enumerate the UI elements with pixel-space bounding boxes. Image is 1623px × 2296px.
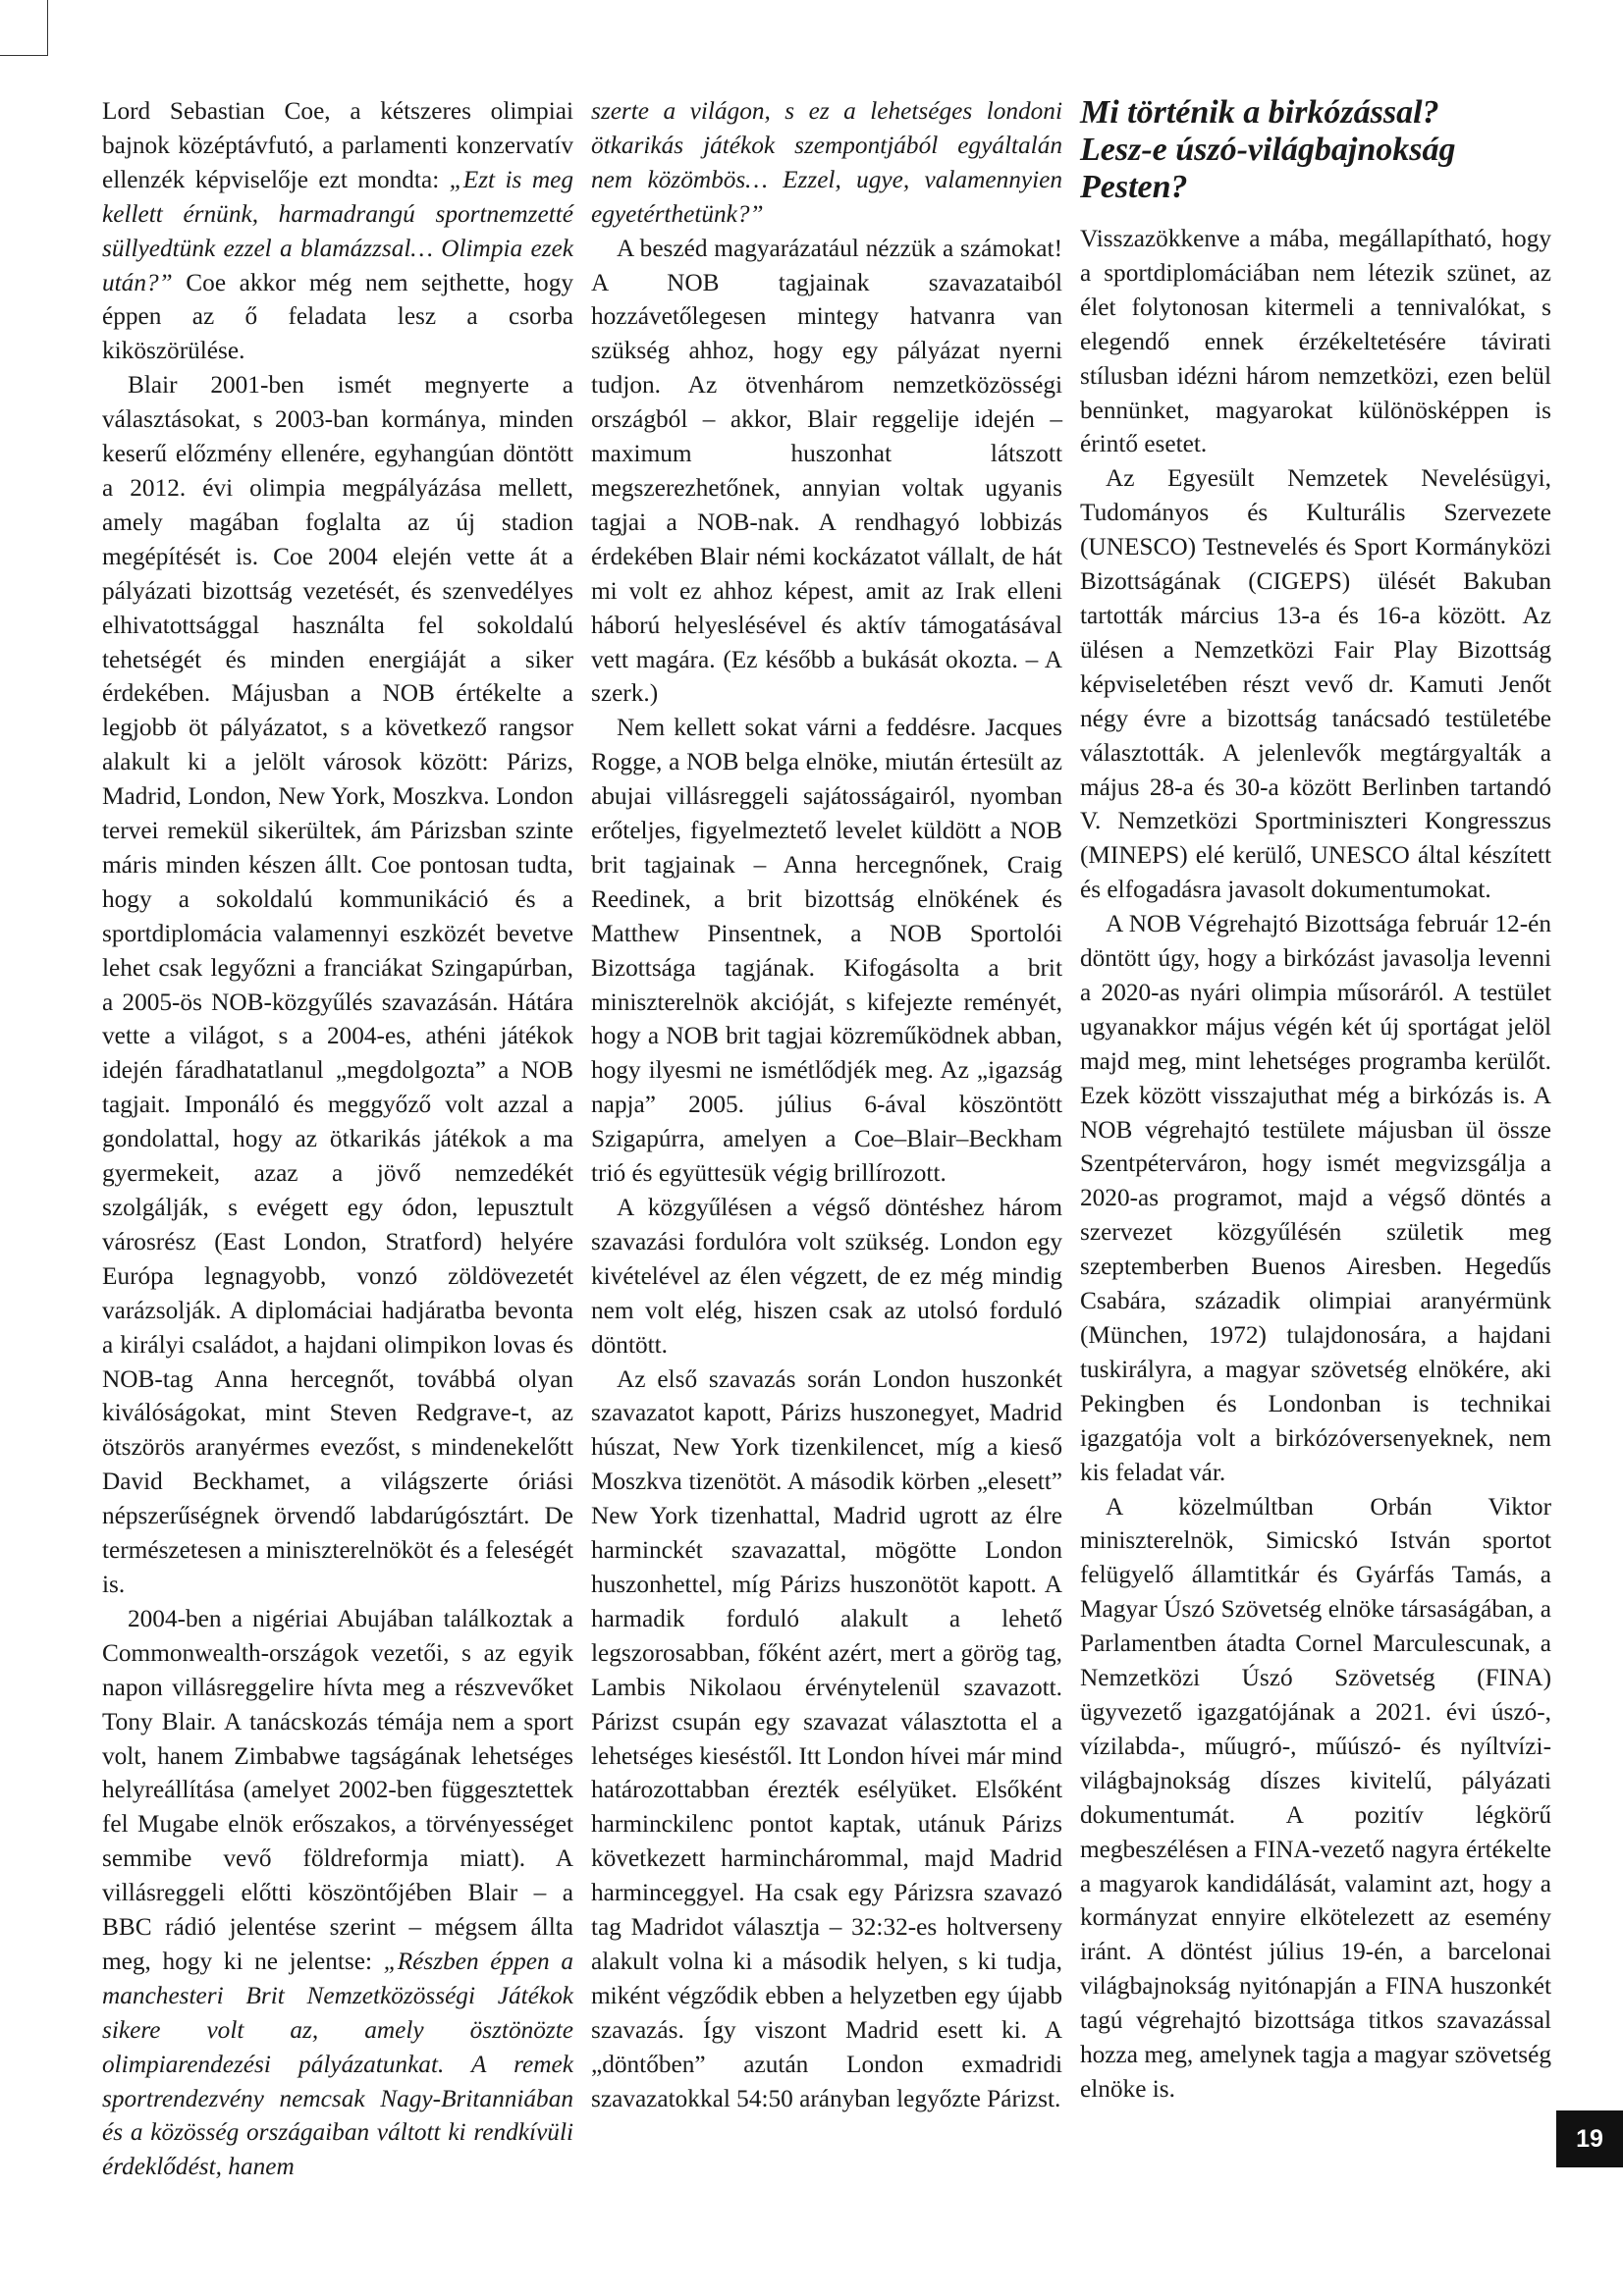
section-headline xyxy=(1080,94,1551,206)
paragraph: Az első szavazás során London huszonkét szavazatot kapott, Párizs huszonegyet, Madrid húszat, New York tizenkilencet, míg a kieső Moszkva tizenötöt. A második körben „elesett” New York tizenhattal, Madrid ugrott az élre harminckét szavazattal, mögötte London huszonhettel, míg Párizs huszonötöt kapott. A harmadik forduló alakult a lehető legszorosabban, főként azért, mert a görög tag, Lambis Nikolaou érvénytelenül szavazott. Párizst csupán egy szavazat választotta el a lehetséges kieséstől. Itt London hívei már mind határozottabban érezték esélyüket. Elsőként harminckilenc pontot kaptak, utánuk Párizs következett harminchárommal, majd Madrid harminceggyel. Ha csak egy Párizsra szavazó tag Madridot választja – 32:32-es holtverseny alakult volna ki a második helyen, s ki tudja, miként végződik ebben a helyzetben egy újabb szavazás. Így viszont Madrid esett ki. A „döntőben” azután London exmadridi szavazatokkal 54:50 arányban legyőzte Párizst. xyxy=(591,1364,1062,2112)
paragraph-text: 2004-ben a nigériai Abujában találkoztak a Commonwealth-országok vezetői, s az egyik napon villásreggelire hívta meg a részvevőket Tony Blair. A tanácskozás témája nem a sport volt, hanem Zimbabwe tagságának lehetséges helyreállítása (amelyet 2002-ben függesztettek fel Mugabe elnök erőszakos, a törvényességet semmibe vevő földreformja miatt). A villásreggeli előtti köszöntőjében Blair – a BBC rádió jelentése szerint – mégsem állta meg, hogy ki ne jelentse: xyxy=(102,1604,573,1975)
quote-continuation: szerte a világon, s ez a lehetséges londoni ötkarikás játékok szempontjából egyáltalán nem közömbös… Ezzel, ugye, valamennyien egyetérthetünk?” xyxy=(591,97,1062,228)
paragraph xyxy=(102,94,573,368)
paragraph: A közelmúltban Orbán Viktor miniszterelnök, Simicskó István sportot felügyelő államtitkár és Gyárfás Tamás, a Magyar Úszó Szövetség elnöke társaságában, a Parlamentben átadta Cornel Marculescunak, a Nemzetközi Úszó Szövetség (FINA) ügyvezető igazgatójának a 2021. évi úszó-, vízilabda-, műugró-, műúszó- és nyíltvízi-világbajnokság díszes kivitelű, pályázati dokumentumát. A pozitív légkörű megbeszélésen a FINA-vezető nagyra értékelte a magyarok kandidálását, valamint azt, hogy a kormányzat ennyire elkötelezett az esemény iránt. A döntést július 19-én, a barcelonai világbajnokság nyitónapján a FINA huszonkét tagú végrehajtó bizottsága titkos szavazással hozza meg, amelynek tagja a magyar szövetség elnöke is. xyxy=(1080,1492,1551,2103)
quote: „Ezt is meg kellett érnünk, harmadrangú sportnemzetté süllyedtünk ezzel a blamázzsal… Olimpia ezek után?” xyxy=(102,165,573,296)
paragraph: Visszazökkenve a mába, megállapítható, hogy a sportdiplomáciában nem létezik szünet, az élet folytonosan kitermeli a tennivalókat, s elegendő ennek érzékeltetésére távirati stílusban idézni három nemzetközi, ezen belül bennünket, magyarokat különösképpen is érintő esetet. xyxy=(1080,225,1551,458)
text-column-1 xyxy=(102,94,573,2184)
paragraph: A beszéd magyarázatául nézzük a számokat! A NOB tagjainak szavazataiból hozzávetőlegesen mintegy hatvanra van szükség ahhoz, hogy egy pályázat nyerni tudjon. Az ötvenhárom nemzetközösségi országból – akkor, Blair reggelije idején – maximum huszonhat látszott megszerezhetőnek, annyian voltak ugyanis tagjai a NOB-nak. A rendhagyó lobbizás érdekében Blair némi kockázatot vállalt, de hát mi volt ez ahhoz képest, amit az Irak elleni háború helyeslésével és aktív támogatásával vett magára. (Ez később a bukását okozta. – A szerk.) xyxy=(591,234,1062,708)
quote: „Részben éppen a manchesteri Brit Nemzetközösségi Játékok sikere volt az, amely ösztönözte olimpiarendezési pályázatunkat. A remek sportrendezvény nemcsak Nagy-Britanniában és a közösség országaiban váltott ki rendkívüli érdeklődést, hanem xyxy=(102,1947,574,2181)
text-column-3 xyxy=(1080,94,1551,2107)
headline-line: Pesten? xyxy=(1080,169,1188,205)
paragraph-text: Lord Sebastian Coe, a kétszeres olimpiai bajnok középtávfutó, a parlamenti konzervatív ellenzék képviselője ezt mondta: xyxy=(102,97,573,193)
paragraph-text: Coe akkor még nem sejthette, hogy éppen az ő feladata lesz a csorba kiköszörülése. xyxy=(102,268,573,365)
paragraph: Nem kellett sokat várni a feddésre. Jacques Rogge, a NOB belga elnöke, miután értesült az abujai villásreggeli sajátosságairól, nyomban erőteljes, figyelmeztető levelet küldött a NOB brit tagjainak – Anna hercegnőnek, Craig Reedinek, a brit bizottság elnökének és Matthew Pinsentnek, a NOB Sportolói Bizottsága tagjának. Kifogásolta a brit miniszterelnök akcióját, s kifejezte reményét, hogy a NOB brit tagjai közreműködnek abban, hogy ilyesmi ne ismétlődjék meg. Az „igazság napja” 2005. július 6-ával köszöntött Szigapúrra, amelyen a Coe–Blair–Beckham trió és együttesük végig brillírozott. xyxy=(591,714,1062,1188)
paragraph: Az Egyesült Nemzetek Nevelésügyi, Tudományos és Kulturális Szervezete (UNESCO) Testnevelés és Sport Kormányközi Bizottságának (CIGEPS) ülését Bakuban tartották március 13-a és 16-a között. Az ülésen a Nemzetközi Fair Play Bizottság képviseletében részt vevő dr. Kamuti Jenőt négy évre a bizottság tanácsadó testületébe választották. A jelenlevők megtárgyalták a május 28-a és 30-a között Berlinben tartandó V. Nemzetközi Sportminiszteri Kongresszus (MINEPS) elé kerülő, UNESCO által készített és elfogadásra javasolt dokumentumokat. xyxy=(1080,464,1551,904)
paragraph: Blair 2001-ben ismét megnyerte a választásokat, s 2003-ban kormánya, minden keserű előzmény ellenére, egyhangúan döntött a 2012. évi olimpia megpályázása mellett, amely magában foglalta az új stadion megépítését is. Coe 2004 elején vette át a pályázati bizottság vezetését, és szenvedélyes elhivatottsággal használta fel sokoldalú tehetségét és minden energiáját a siker érdekében. Májusban a NOB értékelte a legjobb öt pályázatot, s a következő rangsor alakult ki a jelölt városok között: Párizs, Madrid, London, New York, Moszkva. London tervei remekül sikerültek, ám Párizsban szinte máris minden készen állt. Coe pontosan tudta, hogy a sokoldalú kommunikáció és a sportdiplomácia valamennyi eszközét bevetve lehet csak legyőzni a franciákat Szingapúrban, a 2005-ös NOB-közgyűlés szavazásán. Hátára vette a világot, s a 2004-es, athéni játékok idején fáradhatatlanul „megdolgozta” a NOB tagjait. Imponáló és meggyőző volt azzal a gondolattal, hogy az ötkarikás játékok a ma gyermekeit, azaz a jövő nemzedékét szolgálják, s evégett egy ódon, lepusztult városrész (East London, Stratford) helyére Európa legnagyobb, vonzó zöldövezetét varázsolják. A diplomáciai hadjáratba bevonta a királyi családot, a hajdani olimpikon lovas és NOB-tag Anna hercegnőt, továbbá olyan kiválóságokat, mint Steven Redgrave-t, az ötszörös aranyérmes evezőst, s mindenekelőtt David Beckhamet, a világszerte óriási népszerűségnek örvendő labdarúgósztárt. De természetesen a miniszterelnököt és a feleségét is. xyxy=(102,371,573,1598)
page-number: 19 xyxy=(1556,2110,1623,2167)
headline-line: Lesz-e úszó-világbajnokság xyxy=(1080,132,1456,168)
paragraph: A NOB Végrehajtó Bizottsága február 12-én döntött úgy, hogy a birkózást javasolja levenni a 2020-as nyári olimpia műsoráról. A testület ugyanakkor május végén két új sportágat jelöl majd meg, mint lehetséges programba kerülőt. Ezek között visszajuthat még a birkózás is. A NOB végrehajtó testülete májusban ül össze Szentpéterváron, hogy ismét megvizsgálja a 2020-as programot, majd a végső döntés a szervezet közgyűlésén születik meg szeptemberben Buenos Airesben. Hegedűs Csabára, századik olimpiai aranyérmünk (München, 1972) tulajdonosára, a hajdani tuskirályra, a magyar szövetség elnökére, aki Pekingben és Londonban is technikai igazgatója volt a birkózóversenyeknek, nem kis feladat vár. xyxy=(1080,910,1551,1486)
paragraph: A közgyűlésen a végső döntéshez három szavazási fordulóra volt szükség. London egy kivételével az élen végzett, de ez még mindig nem volt elég, hiszen csak az utolsó forduló döntött. xyxy=(591,1194,1062,1359)
crop-mark xyxy=(0,0,48,56)
text-column-2 xyxy=(591,94,1062,2115)
headline-line: Mi történik a birkózással? xyxy=(1080,94,1439,131)
paragraph xyxy=(102,1602,573,2184)
